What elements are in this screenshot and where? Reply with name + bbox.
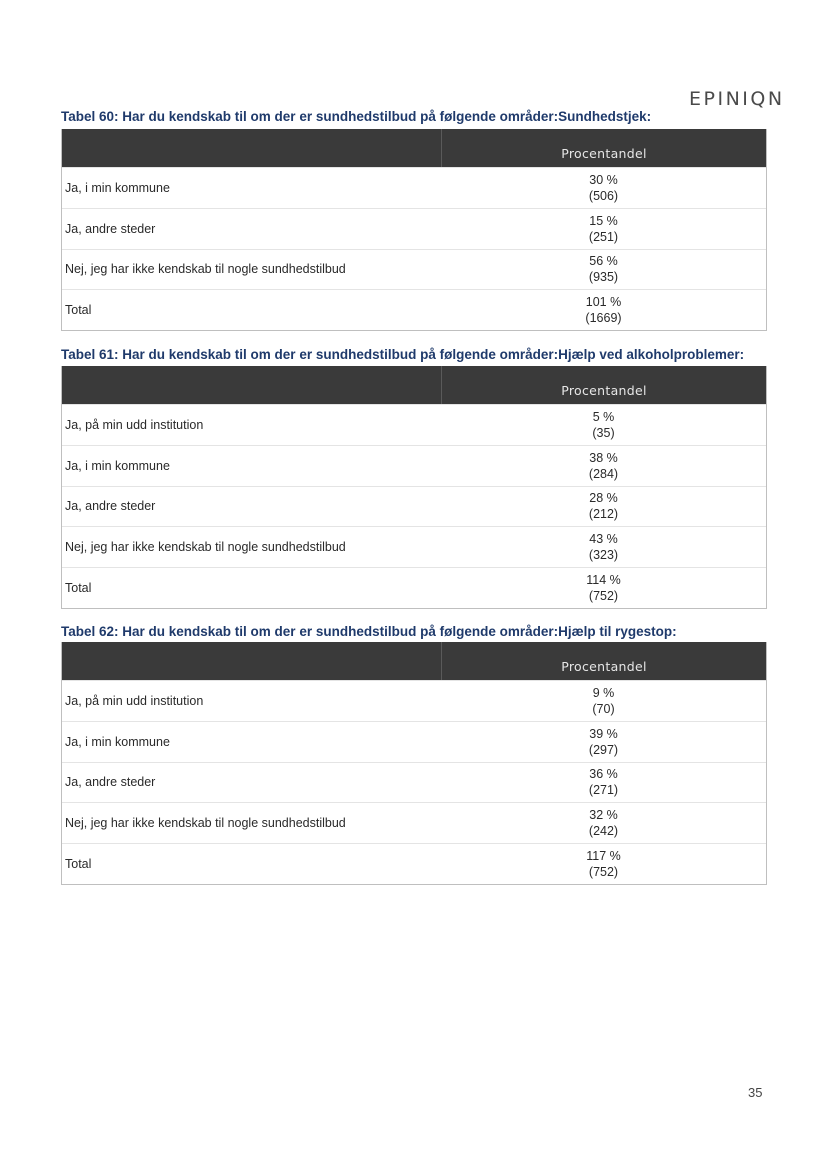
table-header <box>62 366 766 404</box>
percent-value: 43 % <box>589 532 618 547</box>
row-value <box>441 568 766 608</box>
row-label: Ja, andre steder <box>65 775 156 790</box>
count-value: (323) <box>588 548 619 563</box>
table-row <box>62 289 766 330</box>
count-value: (242) <box>588 824 619 839</box>
percent-value: 101 % <box>585 295 622 310</box>
count-value: (251) <box>588 229 619 244</box>
table-row <box>62 721 766 762</box>
percent-value: 5 % <box>592 409 615 424</box>
percent-value: 30 % <box>589 172 618 187</box>
table-row <box>62 208 766 249</box>
row-label: Ja, andre steder <box>65 499 156 514</box>
row-value <box>441 803 766 843</box>
count-value: (297) <box>588 742 619 757</box>
percent-value: 117 % <box>586 849 621 864</box>
percent-value: 114 % <box>586 573 621 588</box>
table-row <box>62 249 766 290</box>
percent-value: 56 % <box>589 254 618 269</box>
table-62-title: Tabel 62: Har du kendskab til om der er sundhedstilbud på følgende områder:Hjælp til rygestop: <box>61 624 677 639</box>
row-label: Total <box>65 303 92 318</box>
header-empty-cell <box>62 129 442 167</box>
table-row <box>62 843 766 884</box>
row-value <box>441 763 766 803</box>
row-value <box>441 250 766 290</box>
percent-value: 38 % <box>589 450 618 465</box>
row-value <box>441 487 766 527</box>
percent-value: 36 % <box>589 767 618 782</box>
count-value: (752) <box>588 589 619 604</box>
row-label: Ja, i min kommune <box>65 180 170 195</box>
row-value <box>441 527 766 567</box>
count-value: (284) <box>588 466 619 481</box>
count-value: (70) <box>592 701 615 716</box>
table-row <box>62 680 766 721</box>
count-value: (271) <box>588 783 619 798</box>
table-row <box>62 567 766 608</box>
column-header: Procentandel <box>561 383 647 398</box>
table-61 <box>61 366 767 609</box>
table-row <box>62 486 766 527</box>
table-60 <box>61 129 767 331</box>
table-62 <box>61 642 767 885</box>
table-header <box>62 642 766 680</box>
row-value <box>441 722 766 762</box>
row-value <box>441 681 766 721</box>
count-value: (752) <box>588 865 619 880</box>
row-label: Ja, i min kommune <box>65 458 170 473</box>
table-61-title: Tabel 61: Har du kendskab til om der er sundhedstilbud på følgende områder:Hjælp ved alkoholproblemer: <box>61 347 745 362</box>
count-value: (35) <box>592 425 615 440</box>
percent-value: 39 % <box>589 726 618 741</box>
percent-value: 32 % <box>589 808 618 823</box>
row-label: Nej, jeg har ikke kendskab til nogle sundhedstilbud <box>65 540 346 555</box>
row-value <box>441 844 766 884</box>
count-value: (1669) <box>585 311 622 326</box>
percent-value: 9 % <box>592 685 615 700</box>
header-empty-cell <box>62 642 442 680</box>
header-empty-cell <box>62 366 442 404</box>
row-label: Nej, jeg har ikke kendskab til nogle sundhedstilbud <box>65 816 346 831</box>
table-row <box>62 445 766 486</box>
column-header: Procentandel <box>561 659 647 674</box>
count-value: (935) <box>588 270 619 285</box>
row-value <box>441 405 766 445</box>
row-label: Nej, jeg har ikke kendskab til nogle sundhedstilbud <box>65 262 346 277</box>
table-row <box>62 404 766 445</box>
count-value: (212) <box>588 507 619 522</box>
row-label: Ja, andre steder <box>65 221 156 236</box>
page-number: 35 <box>748 1085 763 1100</box>
table-row <box>62 802 766 843</box>
row-value <box>441 168 766 208</box>
brand-logo: EPINIQN <box>689 88 785 110</box>
row-label: Ja, på min udd institution <box>65 417 204 432</box>
row-label: Ja, i min kommune <box>65 734 170 749</box>
row-value <box>441 446 766 486</box>
table-60-title: Tabel 60: Har du kendskab til om der er sundhedstilbud på følgende områder:Sundhedstjek: <box>61 109 652 124</box>
percent-value: 15 % <box>589 213 618 228</box>
column-header: Procentandel <box>561 146 647 161</box>
row-label: Total <box>65 581 92 596</box>
row-label: Ja, på min udd institution <box>65 693 204 708</box>
table-row <box>62 526 766 567</box>
row-label: Total <box>65 857 92 872</box>
table-header <box>62 129 766 167</box>
row-value <box>441 290 766 330</box>
row-value <box>441 209 766 249</box>
count-value: (506) <box>588 188 619 203</box>
table-row <box>62 167 766 208</box>
percent-value: 28 % <box>589 491 618 506</box>
table-row <box>62 762 766 803</box>
